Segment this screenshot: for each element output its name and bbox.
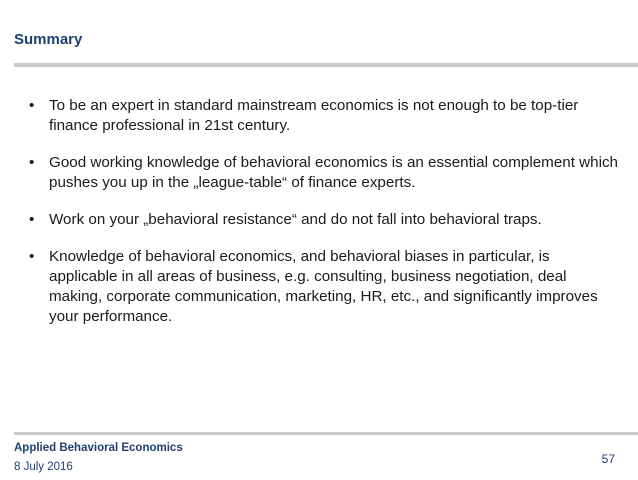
bullet-text: Knowledge of behavioral economics, and behavioral biases in particular, is applicable in all areas of business, e.g. consulting, business negotiation, deal making, corporate communication, marketing, HR, etc., and significantly improves your performance. [49,248,598,325]
bullet-text: To be an expert in standard mainstream economics is not enough to be top-tier finance professional in 21st century. [49,97,579,134]
bullet-marker: • [29,154,35,171]
footer-date: 8 July 2016 [14,461,73,473]
page-number: 57 [601,452,615,466]
bullet-marker: • [29,211,35,228]
page-title: Summary [14,31,83,48]
list-item [29,153,619,193]
bullet-text: Work on your „behavioral resistance“ and do not fall into behavioral traps. [49,211,542,228]
bullet-marker: • [29,97,35,114]
header-divider [14,63,638,67]
footer-divider [14,432,638,435]
bullet-list [29,96,619,344]
list-item [29,247,619,327]
footer-course-title: Applied Behavioral Economics [14,442,183,454]
bullet-marker: • [29,248,35,265]
list-item [29,96,619,136]
bullet-text: Good working knowledge of behavioral economics is an essential complement which pushes you up in the „league-table“ of finance experts. [49,154,618,191]
list-item [29,210,619,230]
